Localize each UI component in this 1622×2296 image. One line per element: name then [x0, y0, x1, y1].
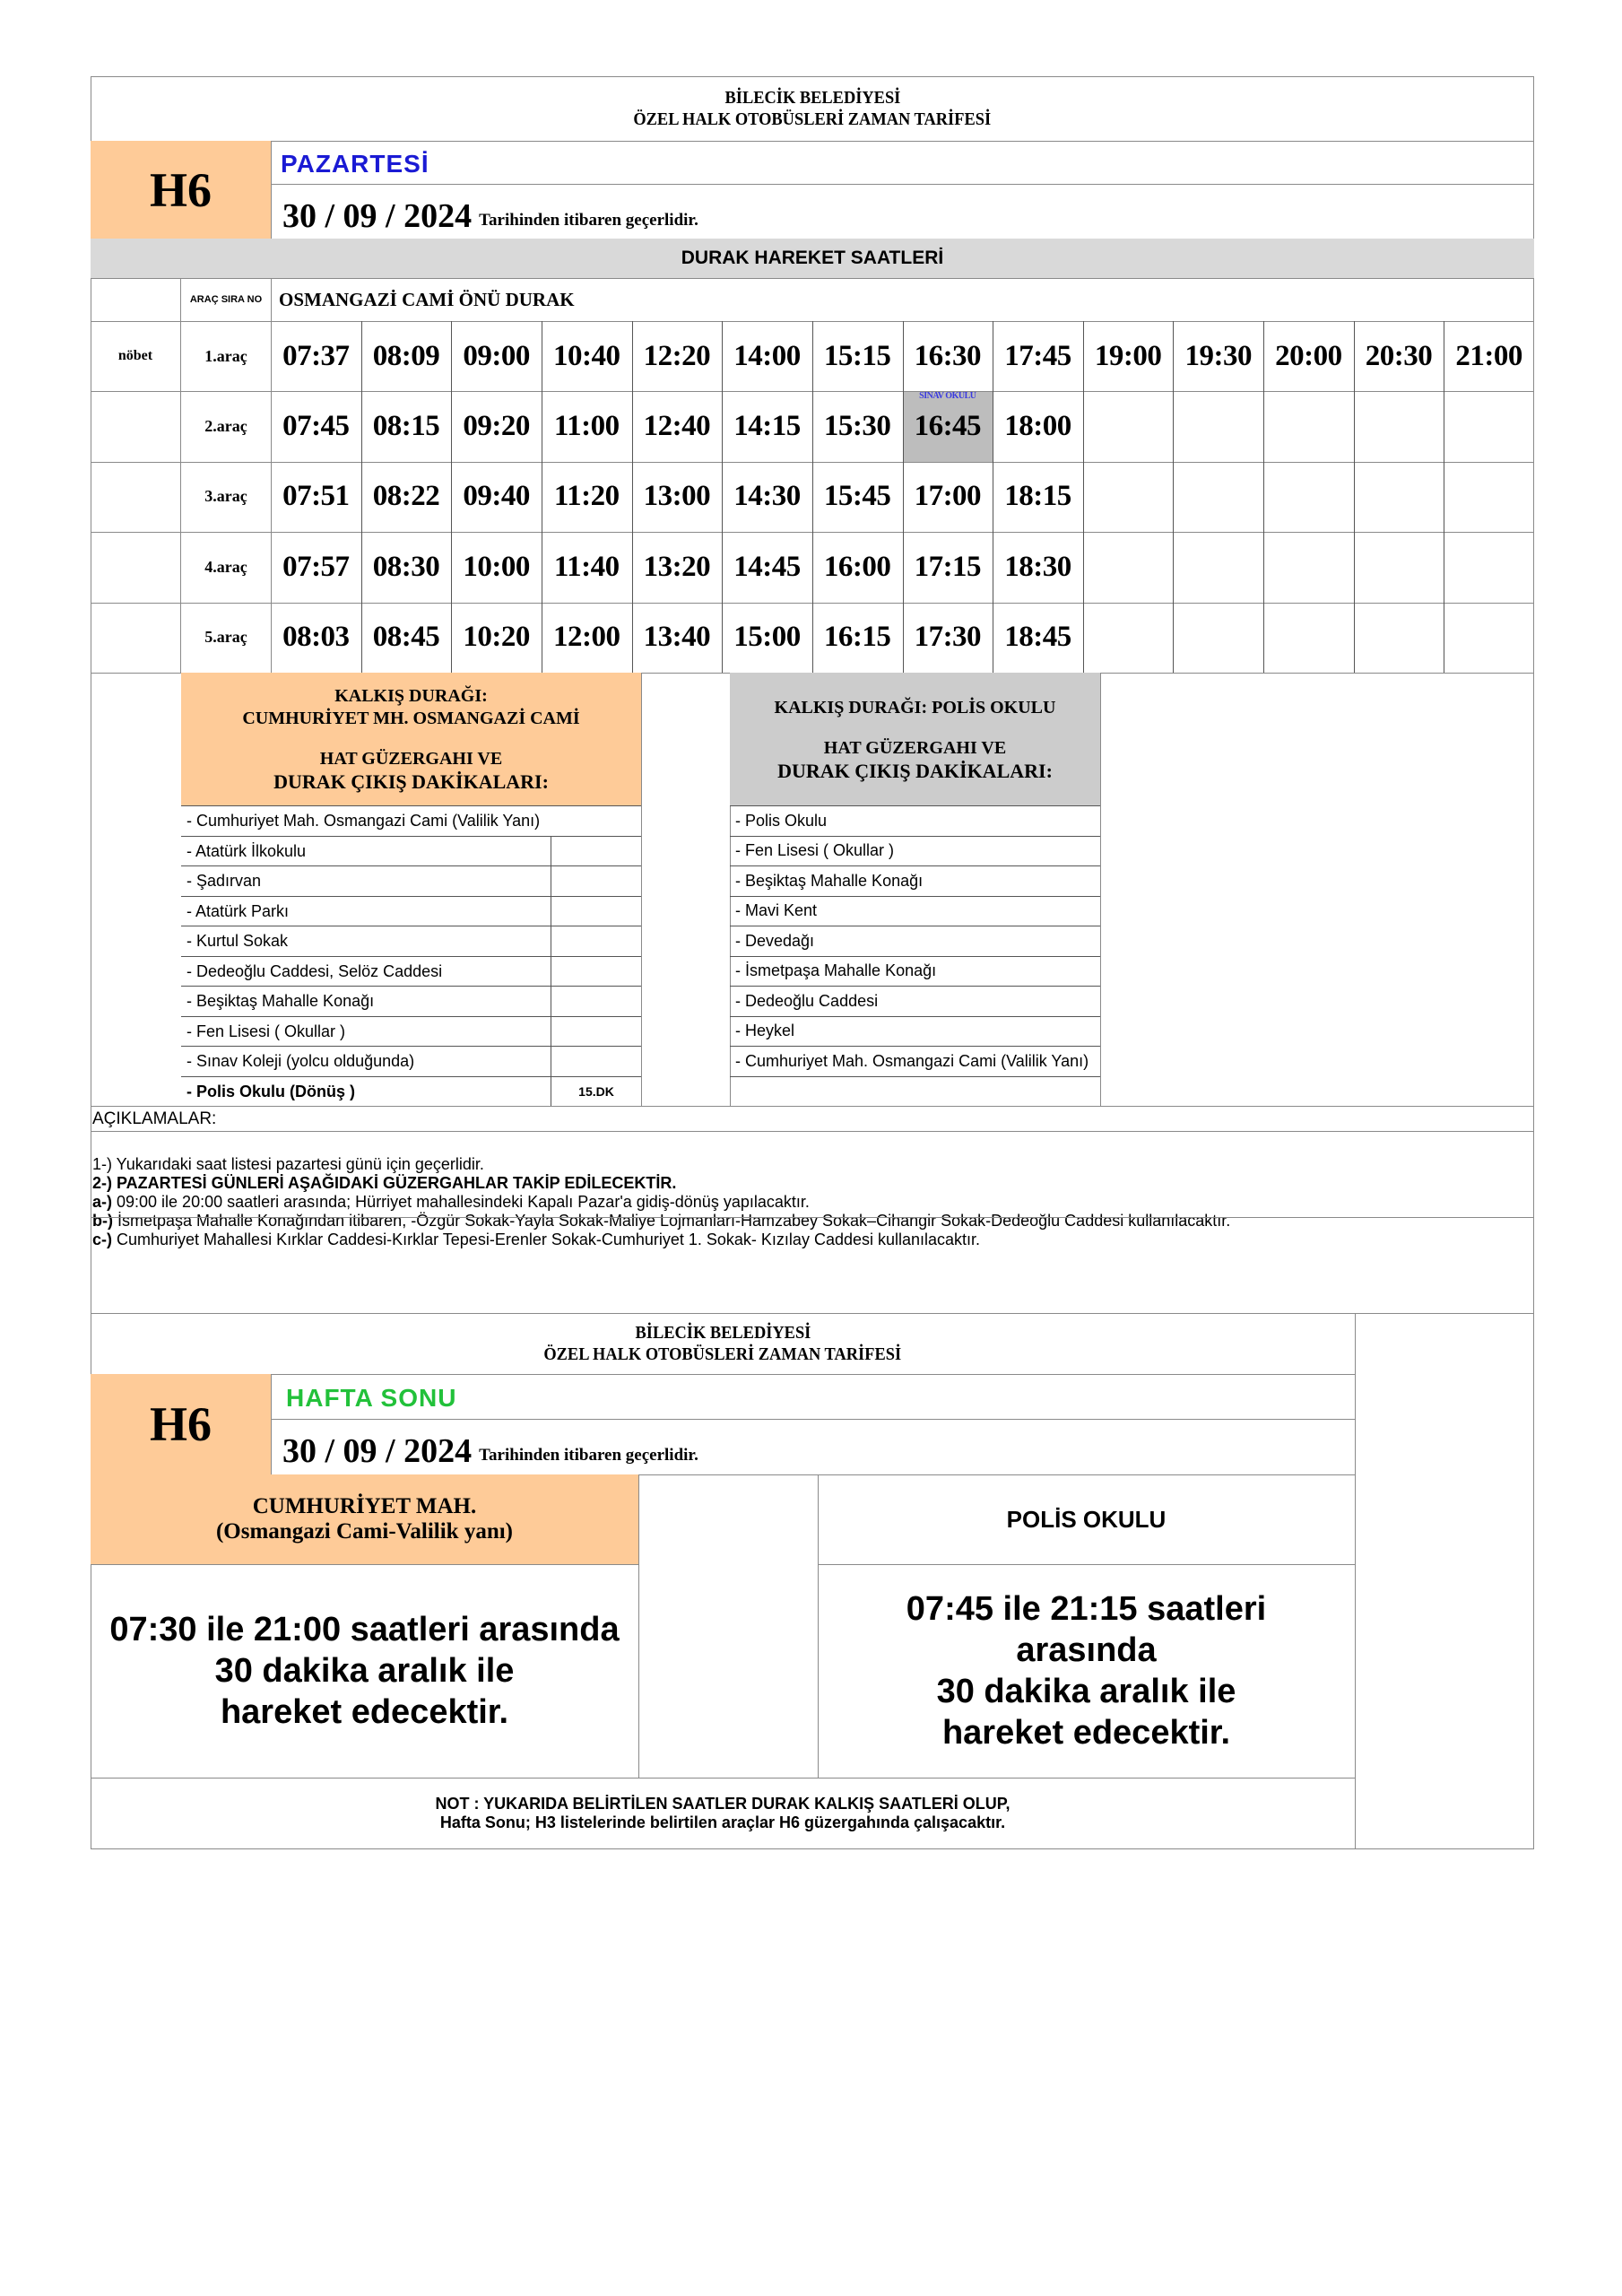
route-stop-minute [551, 897, 641, 927]
weekend-left-message [91, 1564, 638, 1778]
departure-time: 08:15 [372, 410, 440, 443]
departure-time: 19:00 [1094, 339, 1162, 372]
section-bar-title: DURAK HAREKET SAATLERİ [681, 248, 944, 268]
departure-time: 16:15 [823, 621, 891, 654]
departure-time-cell [361, 321, 452, 391]
route-stop-name: - Fen Lisesi ( Okullar ) [730, 836, 1100, 866]
vehicle-cell: 3.araç [204, 487, 247, 506]
weekend-note: NOT : YUKARIDA BELİRTİLEN SAATLER DURAK KALKIŞ SAATLERİ OLUP, Hafta Sonu; H3 listelerinde belirtilen araçlar H6 güzergahında çalışacaktır. [435, 1795, 1010, 1831]
weekend-line-code-box: H6 [91, 1374, 271, 1474]
route-stop-minute [551, 957, 641, 987]
line-code: H6 [149, 162, 212, 217]
route-left-stops [181, 805, 641, 1106]
departure-time: 14:45 [733, 550, 801, 583]
departure-time: 11:20 [553, 480, 620, 513]
departure-time-cell [812, 462, 903, 532]
weekend-right-stop: POLİS OKULU [1006, 1505, 1167, 1533]
route-stop-row [181, 805, 641, 836]
departure-time: 09:20 [463, 410, 530, 443]
route-stop-row [181, 956, 641, 987]
route-stop-name: - Beşiktaş Mahalle Konağı [730, 865, 1100, 896]
departure-time-cell [361, 603, 452, 673]
route-stop-row [181, 1016, 641, 1047]
section-bar [91, 239, 1534, 278]
departure-time-cell [1444, 391, 1534, 461]
departure-time-cell [1173, 391, 1263, 461]
departure-time-cell [271, 321, 361, 391]
departure-time: 18:15 [1004, 480, 1071, 513]
departure-time: 10:40 [552, 339, 620, 372]
departure-time: 14:15 [733, 410, 801, 443]
departure-time: 12:20 [643, 339, 711, 372]
departure-time-cell [1444, 603, 1534, 673]
route-stop-row [181, 986, 641, 1016]
departure-time: 09:40 [463, 480, 530, 513]
departure-time-cell [451, 532, 542, 602]
day-label-row [281, 144, 429, 184]
weekend-right-msg-line: 07:45 ile 21:15 saatleri [906, 1590, 1267, 1628]
note-line: c-) Cumhuriyet Mahallesi Kırklar Caddesi-Kırklar Tepesi-Erenler Sokak-Cumhuriyet 1. Sokak- Kızılay Caddesi kullanılacaktır. [92, 1231, 981, 1248]
departure-time: 08:09 [372, 339, 440, 372]
route-stop-minute [551, 1017, 641, 1048]
departure-time-cell [542, 321, 632, 391]
departure-time-cell [1263, 462, 1354, 532]
note-line: a-) 09:00 ile 20:00 saatleri arasında; Hürriyet mahallesindeki Kapalı Pazar'a gidiş-dönüş yapılacaktır. [92, 1193, 810, 1211]
note-line: 2-) PAZARTESİ GÜNLERİ AŞAĞIDAKİ GÜZERGAHLAR TAKİP EDİLECEKTİR. [92, 1174, 677, 1192]
departure-time-cell [812, 603, 903, 673]
line-code-box [91, 141, 271, 239]
weekend-left-stop: CUMHURİYET MAH. (Osmangazi Cami-Valilik yanı) [91, 1474, 638, 1564]
departure-time-cell [1173, 462, 1263, 532]
departure-time: 17:15 [914, 550, 982, 583]
day-label: PAZARTESİ [281, 150, 429, 178]
departure-time: 08:30 [372, 550, 440, 583]
departure-time-cell [542, 391, 632, 461]
route-stop-minute [551, 926, 641, 957]
route-stop-minute [551, 866, 641, 897]
departure-time-cell [993, 462, 1083, 532]
departure-time-cell [722, 462, 812, 532]
departure-time-cell [632, 391, 723, 461]
weekend-day-row [286, 1378, 456, 1419]
col-header-stop: OSMANGAZİ CAMİ ÖNÜ DURAK [279, 288, 575, 310]
departure-time: 13:20 [643, 550, 711, 583]
departure-time: 12:40 [643, 410, 711, 443]
route-stop-name: - Devedağı [730, 926, 1100, 956]
departure-time-cell [722, 391, 812, 461]
departure-time-cell [903, 532, 993, 602]
departure-time: 07:57 [282, 550, 350, 583]
departure-time-cell [1444, 321, 1534, 391]
departure-time-cell [632, 532, 723, 602]
weekend-header: BİLECİK BELEDİYESİ ÖZEL HALK OTOBÜSLERİ ZAMAN TARİFESİ [543, 1323, 902, 1364]
route-stop-row [181, 1046, 641, 1076]
departure-time: 08:45 [372, 621, 440, 654]
weekday-timetable [91, 76, 1534, 1314]
departure-time-cell [271, 603, 361, 673]
route-stop-minute [551, 1047, 641, 1077]
departure-time-cell [722, 603, 812, 673]
route-stop-name: - Atatürk Parkı [186, 901, 290, 920]
departure-time: 19:30 [1184, 339, 1252, 372]
notes-list [92, 1155, 1527, 1249]
departure-time-cell [361, 532, 452, 602]
departure-time-cell [1444, 532, 1534, 602]
departure-time-cell [812, 532, 903, 602]
duty-cell [91, 603, 180, 673]
departure-time: 18:00 [1004, 410, 1071, 443]
departure-time: 21:00 [1455, 339, 1522, 372]
departure-time: 15:30 [823, 410, 891, 443]
departure-time: 10:20 [463, 621, 530, 654]
departure-time-cell [1263, 321, 1354, 391]
route-stop-name: - Polis Okulu (Dönüş ) [186, 1082, 355, 1100]
route-stop-name: - Atatürk İlkokulu [186, 841, 307, 860]
departure-time-cell [722, 532, 812, 602]
departure-time-cell [1083, 321, 1174, 391]
departure-time: 18:45 [1004, 621, 1071, 654]
weekend-day-label: HAFTA SONU [286, 1384, 457, 1412]
departure-time: 10:00 [463, 550, 530, 583]
departure-time-cell [632, 321, 723, 391]
duty-cell: nöbet [117, 348, 153, 364]
route-stop-name [730, 1076, 1100, 1107]
route-stop-name: - Fen Lisesi ( Okullar ) [186, 1022, 346, 1040]
vehicle-cell: 4.araç [204, 557, 247, 576]
validity-date: 30 / 09 / 2024 [282, 197, 473, 235]
departure-time: 15:45 [823, 480, 891, 513]
route-stop-name: - Sınav Koleji (yolcu olduğunda) [186, 1052, 415, 1071]
route-left-header: KALKIŞ DURAĞI: CUMHURİYET MH. OSMANGAZİ CAMİ HAT GÜZERGAHI VE DURAK ÇIKIŞ DAKİKALARI: [181, 673, 641, 805]
departure-time-grid [91, 321, 1534, 673]
weekend-validity-row: 30 / 09 / 2024 Tarihinden itibaren geçerlidir. [282, 1432, 698, 1470]
header-municipality: BİLECİK BELEDİYESİ [724, 88, 900, 108]
route-stop-row [181, 896, 641, 926]
weekend-right-msg-line: hareket edecektir. [941, 1714, 1231, 1752]
departure-time: 08:22 [372, 480, 440, 513]
departure-time: 20:30 [1365, 339, 1433, 372]
departure-time: 12:00 [552, 621, 620, 654]
route-stop-name: - Heykel [730, 1016, 1100, 1047]
departure-time-cell [451, 391, 542, 461]
departure-time: 17:00 [914, 480, 982, 513]
weekend-left-msg-line: 07:30 ile 21:00 saatleri arasında [109, 1611, 620, 1648]
departure-time-cell [1444, 462, 1534, 532]
duty-cell [91, 532, 180, 602]
route-stop-row [181, 836, 641, 866]
departure-time-cell [993, 603, 1083, 673]
departure-time-cell [1083, 462, 1174, 532]
departure-time-cell [1263, 532, 1354, 602]
weekend-right-msg-line: 30 dakika aralık ile [936, 1673, 1236, 1710]
departure-time-cell [271, 532, 361, 602]
departure-time-cell [1083, 532, 1174, 602]
route-stop-name: - Dedeoğlu Caddesi [730, 986, 1100, 1016]
validity-text: Tarihinden itibaren geçerlidir. [479, 211, 698, 230]
departure-time-cell [632, 603, 723, 673]
departure-time: 15:00 [733, 621, 801, 654]
route-right-stops [730, 805, 1100, 1106]
departure-time-cell [632, 462, 723, 532]
departure-time-cell [1354, 532, 1444, 602]
departure-time-cell [1354, 603, 1444, 673]
departure-time-cell [542, 532, 632, 602]
departure-time-cell [451, 321, 542, 391]
departure-time-cell [722, 321, 812, 391]
departure-time-cell [993, 532, 1083, 602]
route-stop-name: - Mavi Kent [730, 896, 1100, 926]
departure-time: 11:00 [553, 410, 620, 443]
route-stop-name: - Beşiktaş Mahalle Konağı [186, 992, 375, 1011]
departure-time: 09:00 [463, 339, 530, 372]
route-stop-name: - Şadırvan [186, 872, 262, 891]
departure-time-cell [1083, 391, 1174, 461]
weekend-right-message [818, 1564, 1355, 1778]
route-stop-name: - Dedeoğlu Caddesi, Selöz Caddesi [186, 961, 443, 980]
route-stop-name: - Polis Okulu [730, 805, 1100, 836]
validity-row [282, 191, 698, 236]
duty-cell [91, 391, 180, 461]
route-stop-row [181, 865, 641, 896]
route-stop-minute [551, 987, 641, 1017]
departure-time: 07:45 [282, 410, 350, 443]
departure-time-cell [903, 391, 993, 461]
col-header-vehicle-no: ARAÇ SIRA NO [189, 294, 263, 305]
departure-time-cell [271, 391, 361, 461]
departure-time: 20:00 [1275, 339, 1342, 372]
weekday-header [91, 76, 1534, 141]
route-stop-name: - Cumhuriyet Mah. Osmangazi Cami (Valilik Yanı) [186, 812, 541, 831]
departure-time-cell [1354, 321, 1444, 391]
departure-time: 14:00 [733, 339, 801, 372]
departure-time-cell [1263, 603, 1354, 673]
notes-label: AÇIKLAMALAR: [92, 1109, 217, 1128]
departure-time-cell [812, 321, 903, 391]
departure-time-cell [903, 462, 993, 532]
departure-time-cell [542, 603, 632, 673]
departure-time-cell [1173, 603, 1263, 673]
route-stop-row [181, 1076, 641, 1107]
header-timetable-title: ÖZEL HALK OTOBÜSLERİ ZAMAN TARİFESİ [633, 109, 992, 129]
vehicle-cell: 5.araç [204, 628, 247, 647]
duty-cell [91, 462, 180, 532]
departure-time-cell [812, 391, 903, 461]
note-line: b-) İsmetpaşa Mahalle Konağından itibaren, -Özgür Sokak-Yayla Sokak-Maliye Lojmanları-Hamzabey Sokak–Cihangir Sokak-Dedeoğlu Caddesi kullanılacaktır. [92, 1212, 1231, 1230]
departure-time-cell [903, 603, 993, 673]
departure-time: 13:40 [643, 621, 711, 654]
departure-time: 08:03 [282, 621, 350, 654]
departure-time: 18:30 [1004, 550, 1071, 583]
departure-time-cell [1354, 462, 1444, 532]
route-right-header: KALKIŞ DURAĞI: POLİS OKULU HAT GÜZERGAHI VE DURAK ÇIKIŞ DAKİKALARI: [730, 673, 1100, 805]
vehicle-cell: 1.araç [204, 346, 247, 365]
departure-time-cell [1083, 603, 1174, 673]
departure-time: 17:45 [1004, 339, 1071, 372]
departure-time: 13:00 [643, 480, 711, 513]
note-line: 1-) Yukarıdaki saat listesi pazartesi günü için geçerlidir. [92, 1155, 484, 1173]
departure-time: 16:45 [914, 410, 982, 443]
route-stop-row [181, 926, 641, 956]
weekend-right-msg-line: arasında [1016, 1631, 1157, 1669]
departure-time: 14:30 [733, 480, 801, 513]
departure-time-cell [361, 391, 452, 461]
route-stop-minute [551, 837, 641, 867]
departure-time-cell [1263, 391, 1354, 461]
highlight-note: SINAV OKULU [919, 391, 976, 402]
route-stop-name: - İsmetpaşa Mahalle Konağı [730, 956, 1100, 987]
departure-time-cell [1173, 532, 1263, 602]
departure-time: 07:51 [282, 480, 350, 513]
departure-time: 11:40 [553, 550, 620, 583]
departure-time-cell [993, 391, 1083, 461]
departure-time: 16:00 [823, 550, 891, 583]
departure-time-cell [451, 603, 542, 673]
departure-time-cell [1173, 321, 1263, 391]
departure-time-cell [542, 462, 632, 532]
weekend-left-msg-line: hareket edecektir. [220, 1693, 509, 1731]
departure-time-cell [451, 462, 542, 532]
departure-time: 15:15 [823, 339, 891, 372]
departure-time-cell [903, 321, 993, 391]
route-stop-name: - Kurtul Sokak [186, 932, 289, 951]
departure-time: 17:30 [914, 621, 982, 654]
weekend-left-msg-line: 30 dakika aralık ile [214, 1652, 515, 1690]
vehicle-cell: 2.araç [204, 417, 247, 436]
departure-time: 16:30 [914, 339, 982, 372]
departure-time-cell [361, 462, 452, 532]
route-stop-minute: 15.DK [551, 1077, 641, 1108]
departure-time-cell [993, 321, 1083, 391]
departure-time-cell [271, 462, 361, 532]
departure-time-cell [1354, 391, 1444, 461]
route-stop-name: - Cumhuriyet Mah. Osmangazi Cami (Valilik Yanı) [730, 1046, 1100, 1076]
departure-time: 07:37 [282, 339, 350, 372]
weekend-timetable [91, 1313, 1534, 1849]
